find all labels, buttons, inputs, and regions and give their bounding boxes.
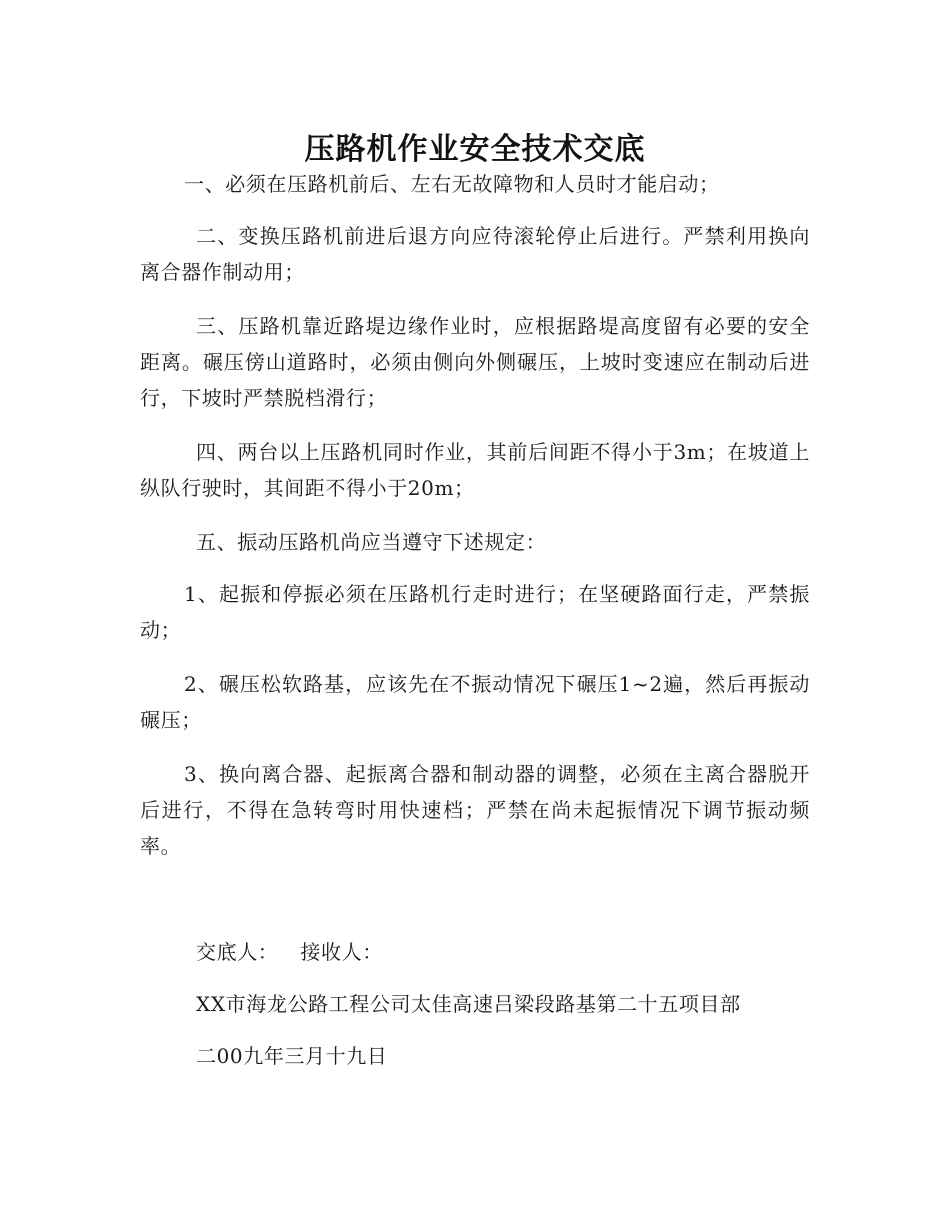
organization-name: XX市海龙公路工程公司太佳高速吕梁段路基第二十五项目部 bbox=[196, 992, 741, 1016]
document-date: 二00九年三月十九日 bbox=[196, 1044, 388, 1068]
paragraph-7: 2、碾压松软路基，应该先在不振动情况下碾压1~2遍，然后再振动碾压； bbox=[140, 672, 810, 732]
paragraph-8: 3、换向离合器、起振离合器和制动器的调整，必须在主离合器脱开后进行，不得在急转弯时用快速档；严禁在尚未起振情况下调节振动频率。 bbox=[140, 762, 810, 858]
paragraph-3: 三、压路机靠近路堤边缘作业时，应根据路堤高度留有必要的安全距离。碾压傍山道路时，必须由侧向外侧碾压，上坡时变速应在制动后进行，下坡时严禁脱档滑行； bbox=[140, 314, 810, 410]
paragraph-4: 四、两台以上压路机同时作业，其前后间距不得小于3m；在坡道上纵队行驶时，其间距不得小于20m； bbox=[140, 440, 810, 500]
document-title: 压路机作业安全技术交底 bbox=[304, 132, 646, 168]
paragraph-5: 五、振动压路机尚应当遵守下述规定： bbox=[196, 530, 547, 554]
paragraph-2: 二、变换压路机前进后退方向应待滚轮停止后进行。严禁利用换向离合器作制动用； bbox=[140, 224, 810, 284]
handover-label: 交底人： bbox=[196, 940, 279, 964]
paragraph-1: 一、必须在压路机前后、左右无故障物和人员时才能启动； bbox=[184, 172, 720, 196]
receiver-label: 接收人： bbox=[300, 940, 383, 964]
signature-line bbox=[196, 934, 383, 970]
paragraph-6: 1、起振和停振必须在压路机行走时进行；在坚硬路面行走，严禁振动； bbox=[140, 582, 810, 642]
